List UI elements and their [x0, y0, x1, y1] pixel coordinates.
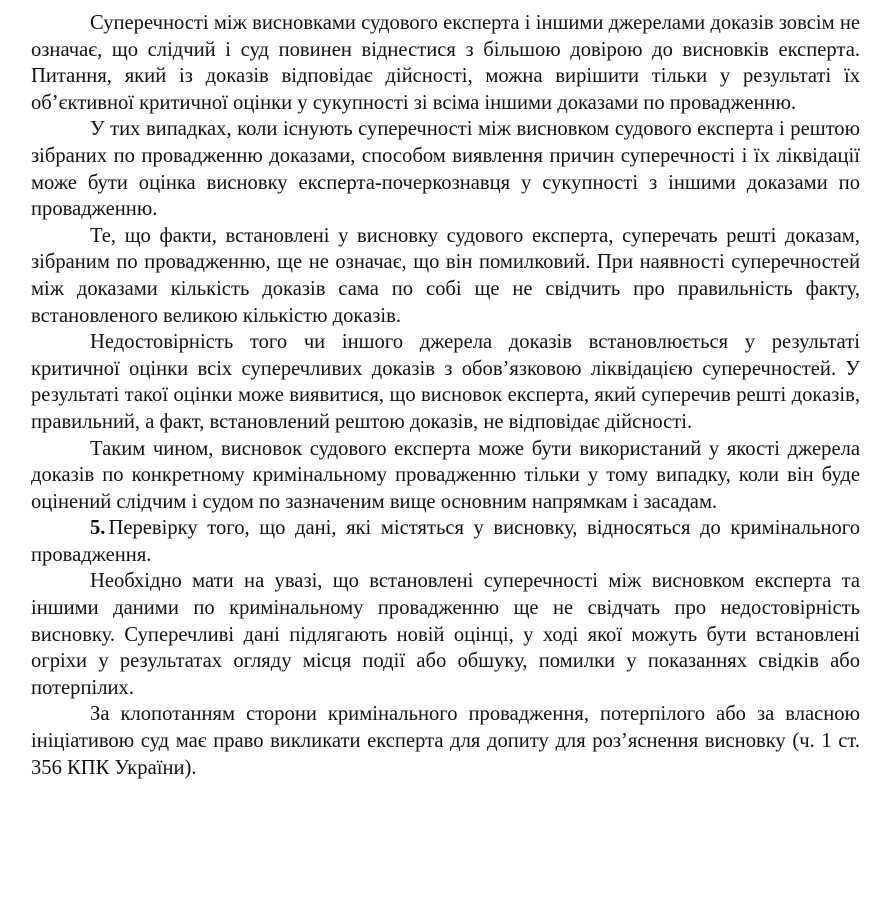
paragraph-2: У тих випадках, коли існують суперечності між висновком судового експерта і рештою зібраних по провадженню доказами, способом виявлення причин суперечності і їх ліквідації може бути оцінка висновку експерта-почеркознавця у сукупності з іншими доказами по провадженню. — [31, 118, 860, 221]
paragraph-3: Те, що факти, встановлені у висновку судового експерта, суперечать решті доказам, зібраним по провадженню, ще не означає, що він помилковий. При наявності суперечностей між доказами кількість доказів сама по собі ще не свідчить про правильність факту, встановленого великою кількістю доказів. — [31, 224, 860, 327]
paragraph-8: За клопотанням сторони кримінального провадження, потерпілого або за власною ініціативою суд має право викликати експерта для допиту для роз’яснення висновку (ч. 1 ст. 356 КПК України). — [31, 703, 860, 779]
paragraph-5: Таким чином, висновок судового експерта може бути використаний у якості джерела доказів по конкретному кримінальному провадженню тільки у тому випадку, коли він буде оцінений слідчим і судом по зазначеним вище основним напрямкам і засадам. — [31, 437, 860, 513]
item-number: 5. — [90, 517, 106, 540]
numbered-paragraph-text: Перевірку того, що дані, які містяться у висновку, відносяться до кримінального провадження. — [31, 517, 860, 566]
paragraph-1: Суперечності між висновками судового експерта і іншими джерелами доказів зовсім не означає, що слідчий і суд повинен віднестися з більшою довірою до висновків експерта. Питання, який із доказів відповідає дійсності, можна вирішити тільки у результаті їх об’єктивної критичної оцінки у сукупності зі всіма іншими доказами по провадженню. — [31, 12, 860, 114]
paragraph-7: Необхідно мати на увазі, що встановлені суперечності між висновком експерта та іншими даними по кримінальному провадженню ще не свідчать про недостовірність висновку. Суперечливі дані підлягають новій оцінці, у ході якої можуть бути встановлені огріхи у результатах огляду місця події або обшуку, помилки у показаннях свідків або потерпілих. — [31, 570, 860, 699]
numbered-paragraph-5 — [31, 515, 860, 568]
paragraph-4: Недостовірність того чи іншого джерела доказів встановлюється у результаті критичної оцінки всіх суперечливих доказів з обов’язковою ліквідацією суперечностей. У результаті такої оцінки може виявитися, що висновок експерта, який суперечив решті доказів, правильний, а факт, встановлений рештою доказів, не відповідає дійсності. — [31, 331, 860, 433]
